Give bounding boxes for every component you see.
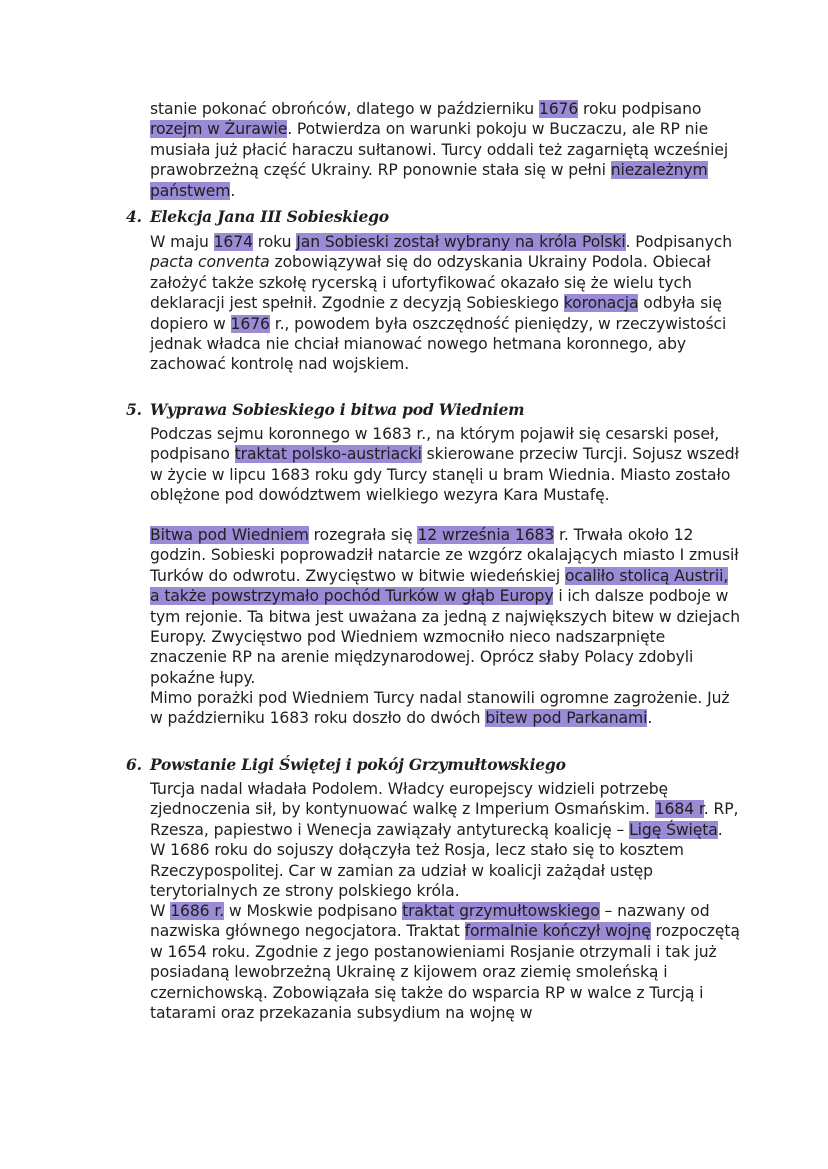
text-run: . Potwierdza on warunki pokoju w Buczaczu, ale RP nie musiała już płacić haraczu sułtanowi. Turcy oddali też zagarniętą wcześniej prawobrzeżną część Ukrainy. RP ponownie stała się w pełni <box>150 120 729 180</box>
paragraph-section-4 <box>150 232 740 375</box>
paragraph-section-5a <box>150 424 740 506</box>
text-run: W maju <box>150 233 214 251</box>
highlight-term: niezależnym państwem <box>150 161 708 200</box>
text-run: i ich dalsze podboje w tym rejonie. Ta bitwa jest uważana za jedną z największych bitew w dziejach Europy. Zwycięstwo pod Wiedniem wzmocniło nieco nadszarpnięte znaczenie RP na arenie międzynarodowej. Oprócz słaby Polacy zdobyli pokaźne łupy. <box>150 587 740 687</box>
highlight-date: 1676 <box>538 100 579 118</box>
italic-term: pacta conventa <box>150 253 270 272</box>
text-run: W <box>150 902 171 920</box>
text-run: r. Trwała około 12 godzin. Sobieski poprowadził natarcie ze wzgórz okalających miasto I zmusił Turków do odwrotu. Zwycięstwo w bitwie wiedeńskiej <box>150 526 739 585</box>
text-run: . <box>230 181 236 200</box>
section-title: Elekcja Jana III Sobieskiego <box>150 207 389 226</box>
text-run: stanie pokonać obrońców, dlatego w październiku <box>150 100 539 118</box>
section-number: 6. <box>126 755 142 774</box>
highlight-date: 1674 <box>213 233 253 251</box>
highlight-date: 1676 <box>230 314 270 333</box>
text-run: rozegrała się <box>308 526 418 544</box>
text-run: . RP, Rzesza, papiestwo i Wenecja zawiązały antyturecką koalicję – <box>150 800 739 839</box>
text-run: zobowiązywał się do odzyskania Ukrainy Podola. Obiecał założyć także szkołę rycerską i ufortyfikować okazało się że wielu tych deklaracji jest spełnił. Zgodnie z decyzją Sobieskiego <box>150 253 711 313</box>
paragraph-section-5c <box>150 688 740 729</box>
paragraph-section-5b <box>150 525 740 688</box>
paragraph-section-6b <box>150 901 740 1023</box>
highlight-date: 1684 r <box>654 800 704 819</box>
text-run: r., powodem była oszczędność pieniędzy, w rzeczywistości jednak władca nie chciał mianować nowego hetmana koronnego, aby zachować kontrolę nad wojskiem. <box>150 314 727 374</box>
highlight-term: traktat polsko-austriacki <box>234 445 422 464</box>
text-run: Podczas sejmu koronnego w 1683 r., na którym pojawił się cesarski poseł, podpisano <box>150 425 720 464</box>
text-run: w Moskwie podpisano <box>224 902 403 920</box>
section-title: Wyprawa Sobieskiego i bitwa pod Wiedniem <box>150 400 525 419</box>
section-title: Powstanie Ligi Świętej i pokój Grzymułtowskiego <box>150 755 566 774</box>
highlight-term: Ligę Święta <box>629 820 718 839</box>
highlight-term: formalnie kończył wojnę <box>464 922 651 941</box>
section-heading-4 <box>126 206 389 228</box>
highlight-term: Jan Sobieski został wybrany na króla Polski <box>296 233 626 251</box>
section-number: 4. <box>126 207 142 226</box>
highlight-term: ocaliło stolicą Austrii, a także powstrzymało pochód Turków w głąb Europy <box>150 566 729 606</box>
highlight-term: traktat grzymułtowskiego <box>402 902 600 920</box>
paragraph-intro <box>150 99 740 201</box>
text-run: – nazwany od nazwiska głównego negocjatora. Traktat <box>150 902 710 941</box>
text-run: . Podpisanych <box>625 233 732 251</box>
highlight-term: Bitwa pod Wiedniem <box>150 526 309 544</box>
highlight-date: 12 września 1683 <box>417 526 555 544</box>
text-run: Turcja nadal władała Podolem. Władcy europejscy widzieli potrzebę zjednoczenia sił, by kontynuować walkę z Imperium Osmańskim. <box>150 780 669 819</box>
text-run: Mimo porażki pod Wiedniem Turcy nadal stanowili ogromne zagrożenie. Już w październiku 1683 roku doszło do dwóch <box>150 689 730 728</box>
highlight-term: koronacja <box>563 294 639 313</box>
text-run: odbyła się dopiero w <box>150 294 722 333</box>
section-heading-6 <box>126 754 566 776</box>
paragraph-section-6a <box>150 779 740 901</box>
text-run: skierowane przeciw Turcji. Sojusz wszedł w życie w lipcu 1683 roku gdy Turcy stanęli u bram Wiednia. Miasto zostało oblężone pod dowództwem wielkiego wezyra Kara Mustafę. <box>150 445 739 505</box>
highlight-date: 1686 r. <box>170 902 225 920</box>
text-run: roku <box>252 233 297 251</box>
text-run: . <box>647 709 653 728</box>
text-run: rozpoczętą w 1654 roku. Zgodnie z jego postanowieniami Rosjanie otrzymali i tak już posiadaną lewobrzeżną Ukrainę z kijowem oraz ziemię smoleńską i czernichowską. Zobowiązała się także do wsparcia RP w walce z Turcją i tatarami oraz przekazania subsydium na wojnę w <box>150 922 740 1023</box>
highlight-term: bitew pod Parkanami <box>485 709 648 728</box>
section-number: 5. <box>126 400 142 419</box>
text-run: . W 1686 roku do sojuszy dołączyła też Rosja, lecz stało się to kosztem Rzeczypospolitej. Car w zamian za udział w koalicji zażądał ustęp terytorialnych ze strony polskiego króla. <box>150 820 723 901</box>
highlight-term: rozejm w Żurawie <box>150 120 288 139</box>
section-heading-5 <box>126 399 524 421</box>
text-run: roku podpisano <box>578 100 702 118</box>
